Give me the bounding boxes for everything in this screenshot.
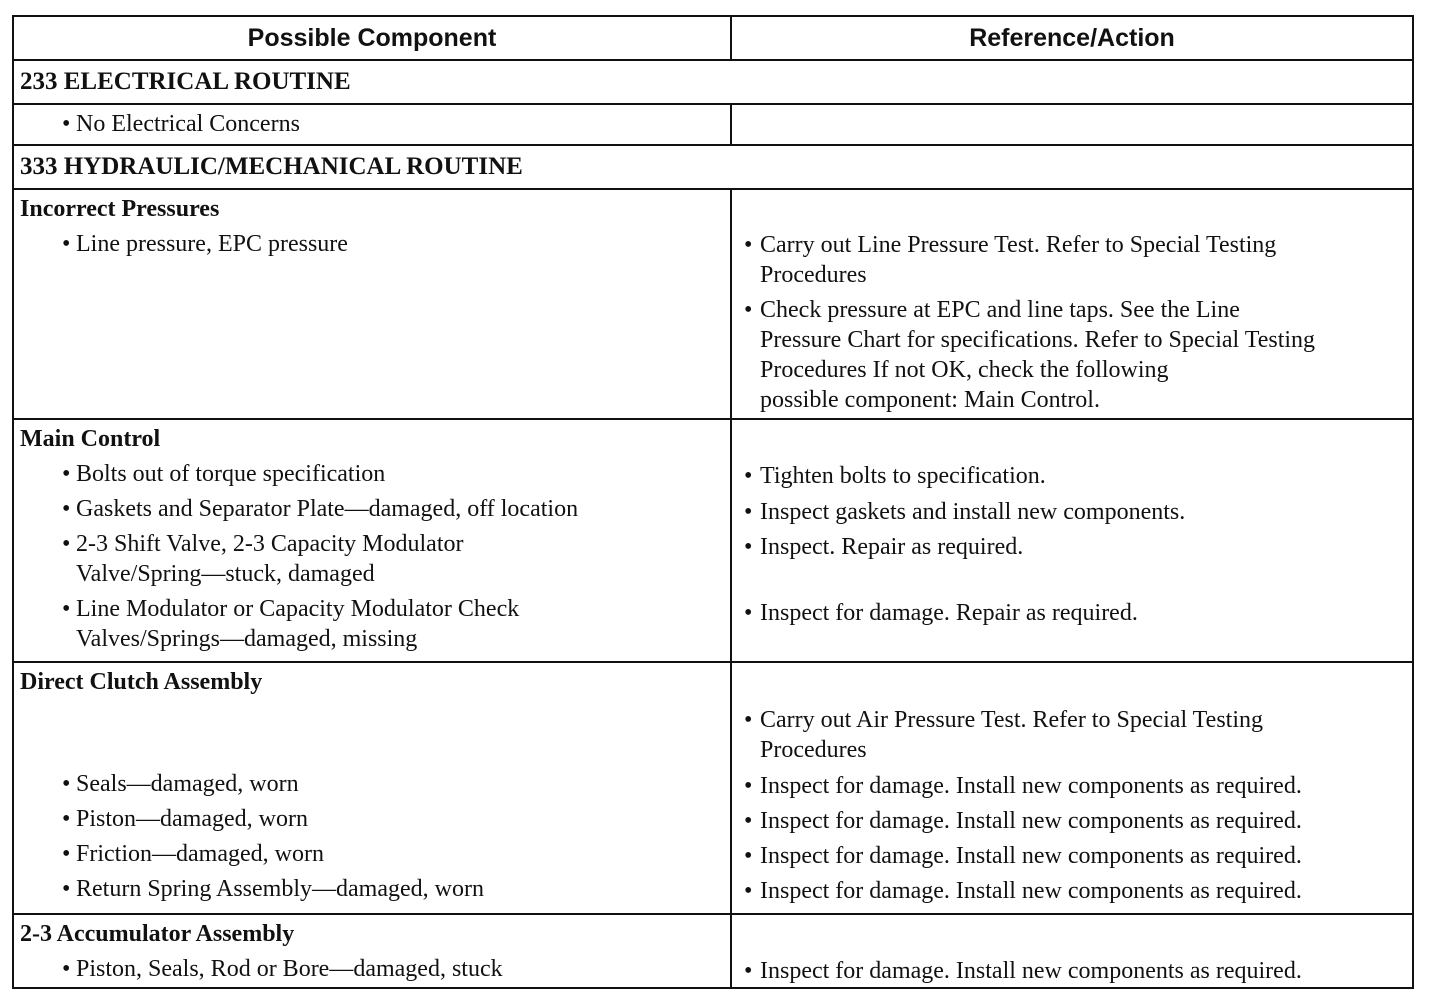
diagnosis-table: [12, 15, 1414, 989]
action-item: • Carry out Line Pressure Test. Refer to Special Testing Procedures: [742, 230, 1404, 290]
component-item: • Friction—damaged, worn: [20, 839, 724, 869]
component-item: • Line pressure, EPC pressure: [20, 229, 724, 259]
action-item: • Inspect for damage. Install new components as required.: [742, 771, 1404, 801]
section-row-hydraulic: [12, 146, 1414, 190]
action-item: • Check pressure at EPC and line taps. See the Line Pressure Chart for specifications. Refer to Special Testing Procedures If not OK, check the following possible component: Main Control.: [742, 295, 1404, 415]
header-reference-action: Reference/Action: [969, 23, 1175, 52]
component-item: • Seals—damaged, worn: [20, 769, 724, 799]
group-title-main-control: Main Control: [20, 426, 161, 452]
component-item: • No Electrical Concerns: [20, 109, 724, 139]
component-item: • 2-3 Shift Valve, 2-3 Capacity Modulator Valve/Spring—stuck, damaged: [20, 529, 724, 589]
component-item: • Line Modulator or Capacity Modulator Check Valves/Springs—damaged, missing: [20, 594, 724, 654]
component-item: • Gaskets and Separator Plate—damaged, off location: [20, 494, 724, 524]
table-row-electrical: [12, 105, 1414, 146]
action-item: • Inspect. Repair as required.: [742, 532, 1404, 562]
group-title-direct-clutch: Direct Clutch Assembly: [20, 669, 263, 695]
component-item: • Piston, Seals, Rod or Bore—damaged, stuck: [20, 954, 724, 984]
table-row-incorrect-pressures: [12, 190, 1414, 420]
action-item: • Inspect for damage. Install new components as required.: [742, 956, 1404, 986]
header-possible-component: Possible Component: [14, 17, 732, 59]
action-item: • Inspect gaskets and install new components.: [742, 497, 1404, 527]
section-title-electrical: 233 ELECTRICAL ROUTINE: [20, 68, 351, 95]
component-item: • Piston—damaged, worn: [20, 804, 724, 834]
group-title-accumulator: 2-3 Accumulator Assembly: [20, 921, 295, 947]
table-header-row: [12, 15, 1414, 61]
action-item: • Tighten bolts to specification.: [742, 461, 1404, 491]
action-item: • Inspect for damage. Install new components as required.: [742, 841, 1404, 871]
section-row-electrical: [12, 61, 1414, 105]
group-title-incorrect-pressures: Incorrect Pressures: [20, 196, 220, 222]
action-item: • Inspect for damage. Install new components as required.: [742, 806, 1404, 836]
action-item: • Carry out Air Pressure Test. Refer to Special Testing Procedures: [742, 705, 1404, 765]
action-item: • Inspect for damage. Install new components as required.: [742, 876, 1404, 906]
table-row-accumulator: [12, 915, 1414, 989]
action-item: • Inspect for damage. Repair as required.: [742, 598, 1404, 628]
component-item: • Return Spring Assembly—damaged, worn: [20, 874, 724, 904]
table-row-main-control: [12, 420, 1414, 663]
component-item: • Bolts out of torque specification: [20, 459, 724, 489]
table-row-direct-clutch: [12, 663, 1414, 915]
section-title-hydraulic: 333 HYDRAULIC/MECHANICAL ROUTINE: [20, 153, 523, 180]
